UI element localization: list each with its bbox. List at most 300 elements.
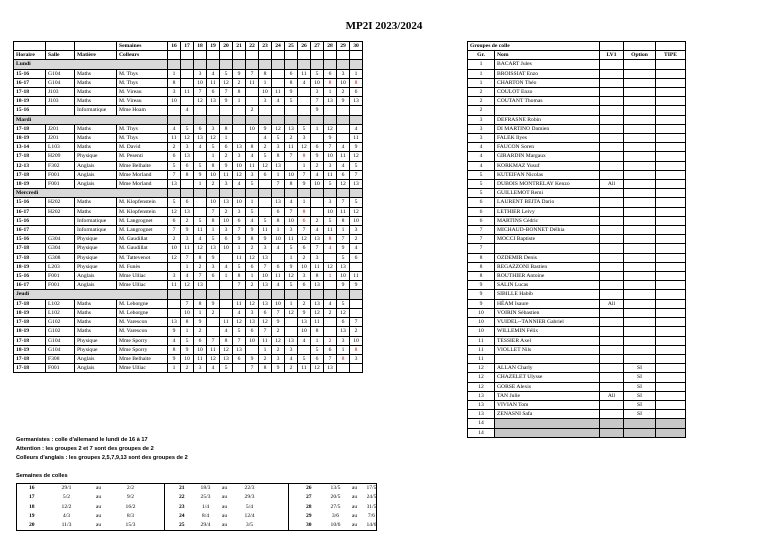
group-cell: 10: [298, 262, 311, 271]
week-number: 19: [207, 42, 220, 51]
schedule-row: [14, 272, 363, 281]
option-cell: [624, 189, 656, 198]
group-cell: [207, 327, 220, 336]
group-cell: 5: [181, 124, 194, 133]
matiere-cell: Anglais: [75, 272, 117, 281]
horaire-cell: 17-18: [14, 244, 46, 253]
tipe-cell: [656, 216, 686, 225]
group-number: 8: [468, 272, 495, 281]
group-cell: 13: [259, 299, 272, 308]
blank-cell: [168, 115, 181, 124]
group-cell: 9: [311, 106, 324, 115]
blank-cell: [233, 51, 246, 60]
blank-cell: [168, 189, 181, 198]
group-cell: 5: [246, 180, 259, 189]
week-end: 3/5: [245, 522, 254, 529]
student-name: BACART Jules: [495, 60, 600, 69]
salle-cell: J103: [46, 88, 75, 97]
group-cell: 10: [220, 216, 233, 225]
blank-cell: [324, 60, 337, 69]
group-cell: 11: [220, 318, 233, 327]
blank-cell: [285, 115, 298, 124]
day-row: [14, 115, 363, 124]
group-cell: 1: [246, 272, 259, 281]
blank-cell: [656, 42, 686, 51]
group-cell: 2: [285, 364, 298, 373]
lv1-cell: [600, 134, 624, 143]
horaire-cell: 15-16: [14, 106, 46, 115]
student-name: LAURENT BEITA Dario: [495, 198, 600, 207]
week-number: 22: [165, 493, 199, 502]
tipe-cell: [656, 373, 686, 382]
group-cell: [298, 106, 311, 115]
group-cell: 3: [350, 354, 363, 363]
group-cell: 4: [298, 336, 311, 345]
group-cell: 5: [285, 281, 298, 290]
page-title: MP2I 2023/2024: [345, 20, 423, 32]
lv1-cell: [600, 69, 624, 78]
lv1-cell: All: [600, 299, 624, 308]
blank-cell: [272, 290, 285, 299]
horaire-cell: 17-18: [14, 124, 46, 133]
week-number: 24: [165, 512, 199, 521]
group-number: 13: [468, 410, 495, 419]
group-cell: [168, 106, 181, 115]
group-cell: 6: [285, 69, 298, 78]
salle-cell: J103: [46, 97, 75, 106]
option-cell: [624, 290, 656, 299]
group-cell: 4: [194, 143, 207, 152]
group-cell: 4: [233, 180, 246, 189]
lv1-cell: [600, 281, 624, 290]
colleur-cell: M. Leborgne: [117, 308, 168, 317]
group-cell: 9: [220, 97, 233, 106]
group-cell: 11: [246, 161, 259, 170]
group-cell: 10: [324, 207, 337, 216]
group-row: [468, 97, 686, 106]
salle-cell: H202: [46, 207, 75, 216]
colleur-cell: M. Gaudillat: [117, 235, 168, 244]
week-number: 28: [324, 42, 337, 51]
blank-cell: [233, 115, 246, 124]
horaire-cell: 15-16: [14, 69, 46, 78]
group-cell: [233, 134, 246, 143]
option-cell: [624, 354, 656, 363]
group-cell: 4: [272, 97, 285, 106]
group-cell: 10: [194, 78, 207, 87]
week-start: 4/3: [62, 512, 71, 519]
group-row: [468, 198, 686, 207]
group-cell: 2: [246, 244, 259, 253]
group-cell: 5: [350, 198, 363, 207]
group-cell: 4: [259, 134, 272, 143]
salle-cell: G102: [46, 318, 75, 327]
tipe-cell: [656, 400, 686, 409]
group-cell: 1: [337, 226, 350, 235]
group-number: 14: [468, 428, 495, 437]
option-cell: SI: [624, 391, 656, 400]
group-number: 3: [468, 134, 495, 143]
group-cell: 9: [350, 281, 363, 290]
group-cell: 9: [350, 143, 363, 152]
colleur-cell: Mme Sporry: [117, 336, 168, 345]
student-name: TESSIER Axel: [495, 336, 600, 345]
group-cell: 6: [181, 198, 194, 207]
group-cell: 3: [168, 88, 181, 97]
group-cell: [259, 198, 272, 207]
group-cell: 11: [181, 88, 194, 97]
horaire-cell: 15-16: [14, 235, 46, 244]
group-cell: 3: [285, 345, 298, 354]
group-cell: 5: [207, 235, 220, 244]
blank-cell: [272, 189, 285, 198]
group-cell: 8: [207, 216, 220, 225]
group-cell: 5: [285, 97, 298, 106]
schedule-row: [14, 161, 363, 170]
group-cell: 8: [337, 216, 350, 225]
spacer: [263, 521, 289, 531]
tipe-cell: [656, 134, 686, 143]
group-row: [468, 318, 686, 327]
group-cell: 4: [337, 161, 350, 170]
blank-cell: [220, 60, 233, 69]
week-number: 25: [165, 521, 199, 531]
group-cell: 12: [272, 336, 285, 345]
group-cell: 2: [259, 143, 272, 152]
group-row: [468, 226, 686, 235]
lv1-cell: [600, 272, 624, 281]
group-cell: 4: [181, 272, 194, 281]
group-cell: 6: [337, 318, 350, 327]
group-number: 8: [468, 253, 495, 262]
lv1-cell: All: [600, 391, 624, 400]
group-cell: 8: [181, 170, 194, 179]
group-cell: 5: [233, 262, 246, 271]
schedule-row: [14, 134, 363, 143]
horaire-cell: 18-19: [14, 327, 46, 336]
group-row: [468, 207, 686, 216]
group-cell: 6: [194, 336, 207, 345]
group-number: 10: [468, 308, 495, 317]
tipe-cell: [656, 410, 686, 419]
group-cell: 9: [168, 327, 181, 336]
lv1-cell: [600, 124, 624, 133]
group-cell: 9: [337, 97, 350, 106]
lv1-cell: [600, 235, 624, 244]
tipe-cell: [656, 207, 686, 216]
group-cell: 7: [337, 235, 350, 244]
group-number: 13: [468, 400, 495, 409]
matiere-cell: Physique: [75, 244, 117, 253]
group-cell: 1: [207, 152, 220, 161]
group-cell: 13: [181, 207, 194, 216]
group-cell: 1: [259, 78, 272, 87]
group-cell: 12: [168, 207, 181, 216]
day-label: Mardi: [14, 115, 168, 124]
group-cell: 13: [272, 198, 285, 207]
blank-cell: [337, 60, 350, 69]
group-cell: 10: [350, 216, 363, 225]
student-name: ZENASNI Safa: [495, 410, 600, 419]
group-cell: 2: [285, 134, 298, 143]
group-row: [468, 180, 686, 189]
group-cell: 4: [233, 308, 246, 317]
group-cell: 7: [207, 207, 220, 216]
group-cell: 5: [181, 336, 194, 345]
group-cell: 2: [220, 152, 233, 161]
group-cell: 7: [194, 272, 207, 281]
salle-cell: F001: [46, 180, 75, 189]
blank-cell: [600, 42, 624, 51]
tipe-cell: [656, 115, 686, 124]
group-cell: 13: [350, 180, 363, 189]
salle-cell: F308: [46, 354, 75, 363]
matiere-cell: Maths: [75, 143, 117, 152]
horaire-cell: 16-17: [14, 281, 46, 290]
matiere-cell: Anglais: [75, 170, 117, 179]
group-cell: 10: [285, 216, 298, 225]
option-cell: [624, 143, 656, 152]
group-cell: 2: [168, 143, 181, 152]
group-cell: 4: [194, 235, 207, 244]
group-cell: 7: [311, 244, 324, 253]
group-cell: 13: [311, 235, 324, 244]
group-cell: 3: [168, 272, 181, 281]
option-cell: SI: [624, 400, 656, 409]
spacer: [263, 484, 289, 494]
group-row: [468, 244, 686, 253]
group-cell: 6: [220, 235, 233, 244]
horaire-cell: 18-19: [14, 308, 46, 317]
group-cell: 7: [181, 299, 194, 308]
group-cell: 8: [298, 207, 311, 216]
option-cell: SI: [624, 410, 656, 419]
week-number: 20: [17, 521, 47, 531]
blank-cell: [246, 189, 259, 198]
student-name: GUILLEMOT Remi: [495, 189, 600, 198]
option-cell: [624, 308, 656, 317]
horaire-cell: 17-18: [14, 170, 46, 179]
group-cell: 1: [298, 161, 311, 170]
group-number: 12: [468, 373, 495, 382]
option-cell: [624, 180, 656, 189]
group-cell: 13: [285, 336, 298, 345]
group-cell: 7: [168, 170, 181, 179]
horaire-header: Horaire: [14, 51, 46, 60]
week-end: 29/3: [244, 494, 255, 501]
group-row: [468, 88, 686, 97]
blank-cell: [181, 60, 194, 69]
group-cell: 1: [207, 226, 220, 235]
group-cell: 7: [337, 198, 350, 207]
group-cell: 11: [298, 69, 311, 78]
week-au: au: [351, 512, 358, 519]
blank-cell: [168, 60, 181, 69]
group-row: [468, 400, 686, 409]
group-cell: 7: [233, 281, 246, 290]
group-cell: 11: [324, 226, 337, 235]
blank-cell: [624, 42, 656, 51]
group-row: [468, 364, 686, 373]
group-cell: 2: [311, 161, 324, 170]
tipe-cell: [656, 198, 686, 207]
group-cell: 7: [285, 152, 298, 161]
blank-cell: [298, 189, 311, 198]
group-cell: 13: [350, 97, 363, 106]
group-cell: 2: [220, 207, 233, 216]
group-cell: 6: [259, 308, 272, 317]
week-au: au: [95, 485, 102, 491]
week-dates-row: [17, 503, 377, 512]
group-cell: 3: [246, 170, 259, 179]
group-cell: 4: [207, 69, 220, 78]
group-cell: 3: [350, 226, 363, 235]
group-cell: 4: [350, 124, 363, 133]
group-row: [468, 161, 686, 170]
week-number: 17: [181, 42, 194, 51]
group-number: 11: [468, 345, 495, 354]
blank-cell: [194, 189, 207, 198]
group-cell: 6: [246, 262, 259, 271]
tipe-cell: [656, 299, 686, 308]
blank-cell: [220, 290, 233, 299]
group-cell: 9: [298, 308, 311, 317]
group-row: [468, 373, 686, 382]
horaire-cell: 17-18: [14, 152, 46, 161]
group-cell: 8: [285, 180, 298, 189]
group-cell: 12: [324, 124, 337, 133]
tipe-cell: [656, 327, 686, 336]
group-row: [468, 106, 686, 115]
group-cell: 5: [285, 244, 298, 253]
colleur-cell: M. Gaudillat: [117, 244, 168, 253]
salle-cell: G104: [46, 336, 75, 345]
group-cell: [350, 308, 363, 317]
group-cell: 13: [285, 124, 298, 133]
group-cell: 6: [337, 170, 350, 179]
colleur-cell: Mme Ulliac: [117, 272, 168, 281]
group-row: [468, 189, 686, 198]
blank-cell: [181, 115, 194, 124]
lv1-cell: [600, 88, 624, 97]
tipe-cell: [656, 308, 686, 317]
group-row: [468, 152, 686, 161]
salle-cell: F001: [46, 170, 75, 179]
blank-cell: [194, 51, 207, 60]
lv1-cell: [600, 382, 624, 391]
salle-cell: L103: [46, 143, 75, 152]
lv1-cell: [600, 345, 624, 354]
colleurs-header: Colleurs: [117, 51, 168, 60]
group-number: 7: [468, 244, 495, 253]
colleur-cell: Mme Morland: [117, 170, 168, 179]
group-cell: 13: [220, 354, 233, 363]
lv1-cell: [600, 97, 624, 106]
schedule-row: [14, 308, 363, 317]
week-number: 28: [289, 503, 329, 512]
week-end: 12/4: [244, 512, 255, 519]
blank-cell: [337, 189, 350, 198]
schedule-row: [14, 364, 363, 373]
group-row: [468, 115, 686, 124]
tipe-cell: [656, 170, 686, 179]
colleur-cell: M. Vireau: [117, 97, 168, 106]
group-number: 13: [468, 391, 495, 400]
horaire-cell: 17-18: [14, 253, 46, 262]
group-cell: 9: [272, 318, 285, 327]
option-cell: [624, 106, 656, 115]
group-cell: 3: [181, 143, 194, 152]
group-cell: [324, 253, 337, 262]
week-dates-table: [16, 483, 377, 531]
blank-cell: [259, 51, 272, 60]
group-cell: 13: [207, 244, 220, 253]
group-row: [468, 69, 686, 78]
group-cell: 9: [194, 170, 207, 179]
group-row: [468, 410, 686, 419]
student-name: OZDEMIR Denis: [495, 253, 600, 262]
group-cell: 7: [272, 308, 285, 317]
group-cell: 13: [194, 134, 207, 143]
group-cell: [285, 327, 298, 336]
tipe-cell: [656, 253, 686, 262]
colleur-cell: Mme Hoam: [117, 106, 168, 115]
nom-header: Nom: [495, 51, 600, 60]
matiere-cell: Physique: [75, 336, 117, 345]
tipe-cell: [656, 189, 686, 198]
group-cell: 3: [194, 69, 207, 78]
option-cell: [624, 115, 656, 124]
group-cell: 5: [337, 299, 350, 308]
group-cell: [194, 152, 207, 161]
blank-cell: [220, 189, 233, 198]
group-number: 8: [468, 262, 495, 271]
group-cell: 2: [233, 78, 246, 87]
group-cell: 1: [233, 244, 246, 253]
blank-cell: [298, 290, 311, 299]
group-row: [468, 391, 686, 400]
week-au: au: [351, 494, 358, 501]
group-cell: 2: [298, 299, 311, 308]
spacer: [151, 521, 165, 531]
semaines-header: Semaines: [117, 42, 168, 51]
student-name: [495, 244, 600, 253]
lv1-cell: [600, 253, 624, 262]
group-cell: 8: [233, 272, 246, 281]
group-cell: 11: [168, 281, 181, 290]
group-row: [468, 382, 686, 391]
group-cell: 6: [324, 345, 337, 354]
group-cell: 12: [285, 308, 298, 317]
spacer: [151, 503, 165, 512]
schedule-row: [14, 198, 363, 207]
horaire-cell: 13-14: [14, 143, 46, 152]
week-end: 2/2: [126, 485, 135, 491]
week-end: 7/6: [367, 512, 376, 519]
group-cell: [207, 281, 220, 290]
group-cell: [311, 134, 324, 143]
group-cell: 10: [246, 336, 259, 345]
colleur-cell: M. Langrognet: [117, 226, 168, 235]
group-row: [468, 216, 686, 225]
matiere-cell: Maths: [75, 308, 117, 317]
week-start: 29/1: [61, 485, 72, 491]
blank-cell: [233, 290, 246, 299]
group-cell: 8: [259, 364, 272, 373]
group-cell: [337, 106, 350, 115]
group-cell: 8: [337, 354, 350, 363]
lv1-cell: [600, 170, 624, 179]
